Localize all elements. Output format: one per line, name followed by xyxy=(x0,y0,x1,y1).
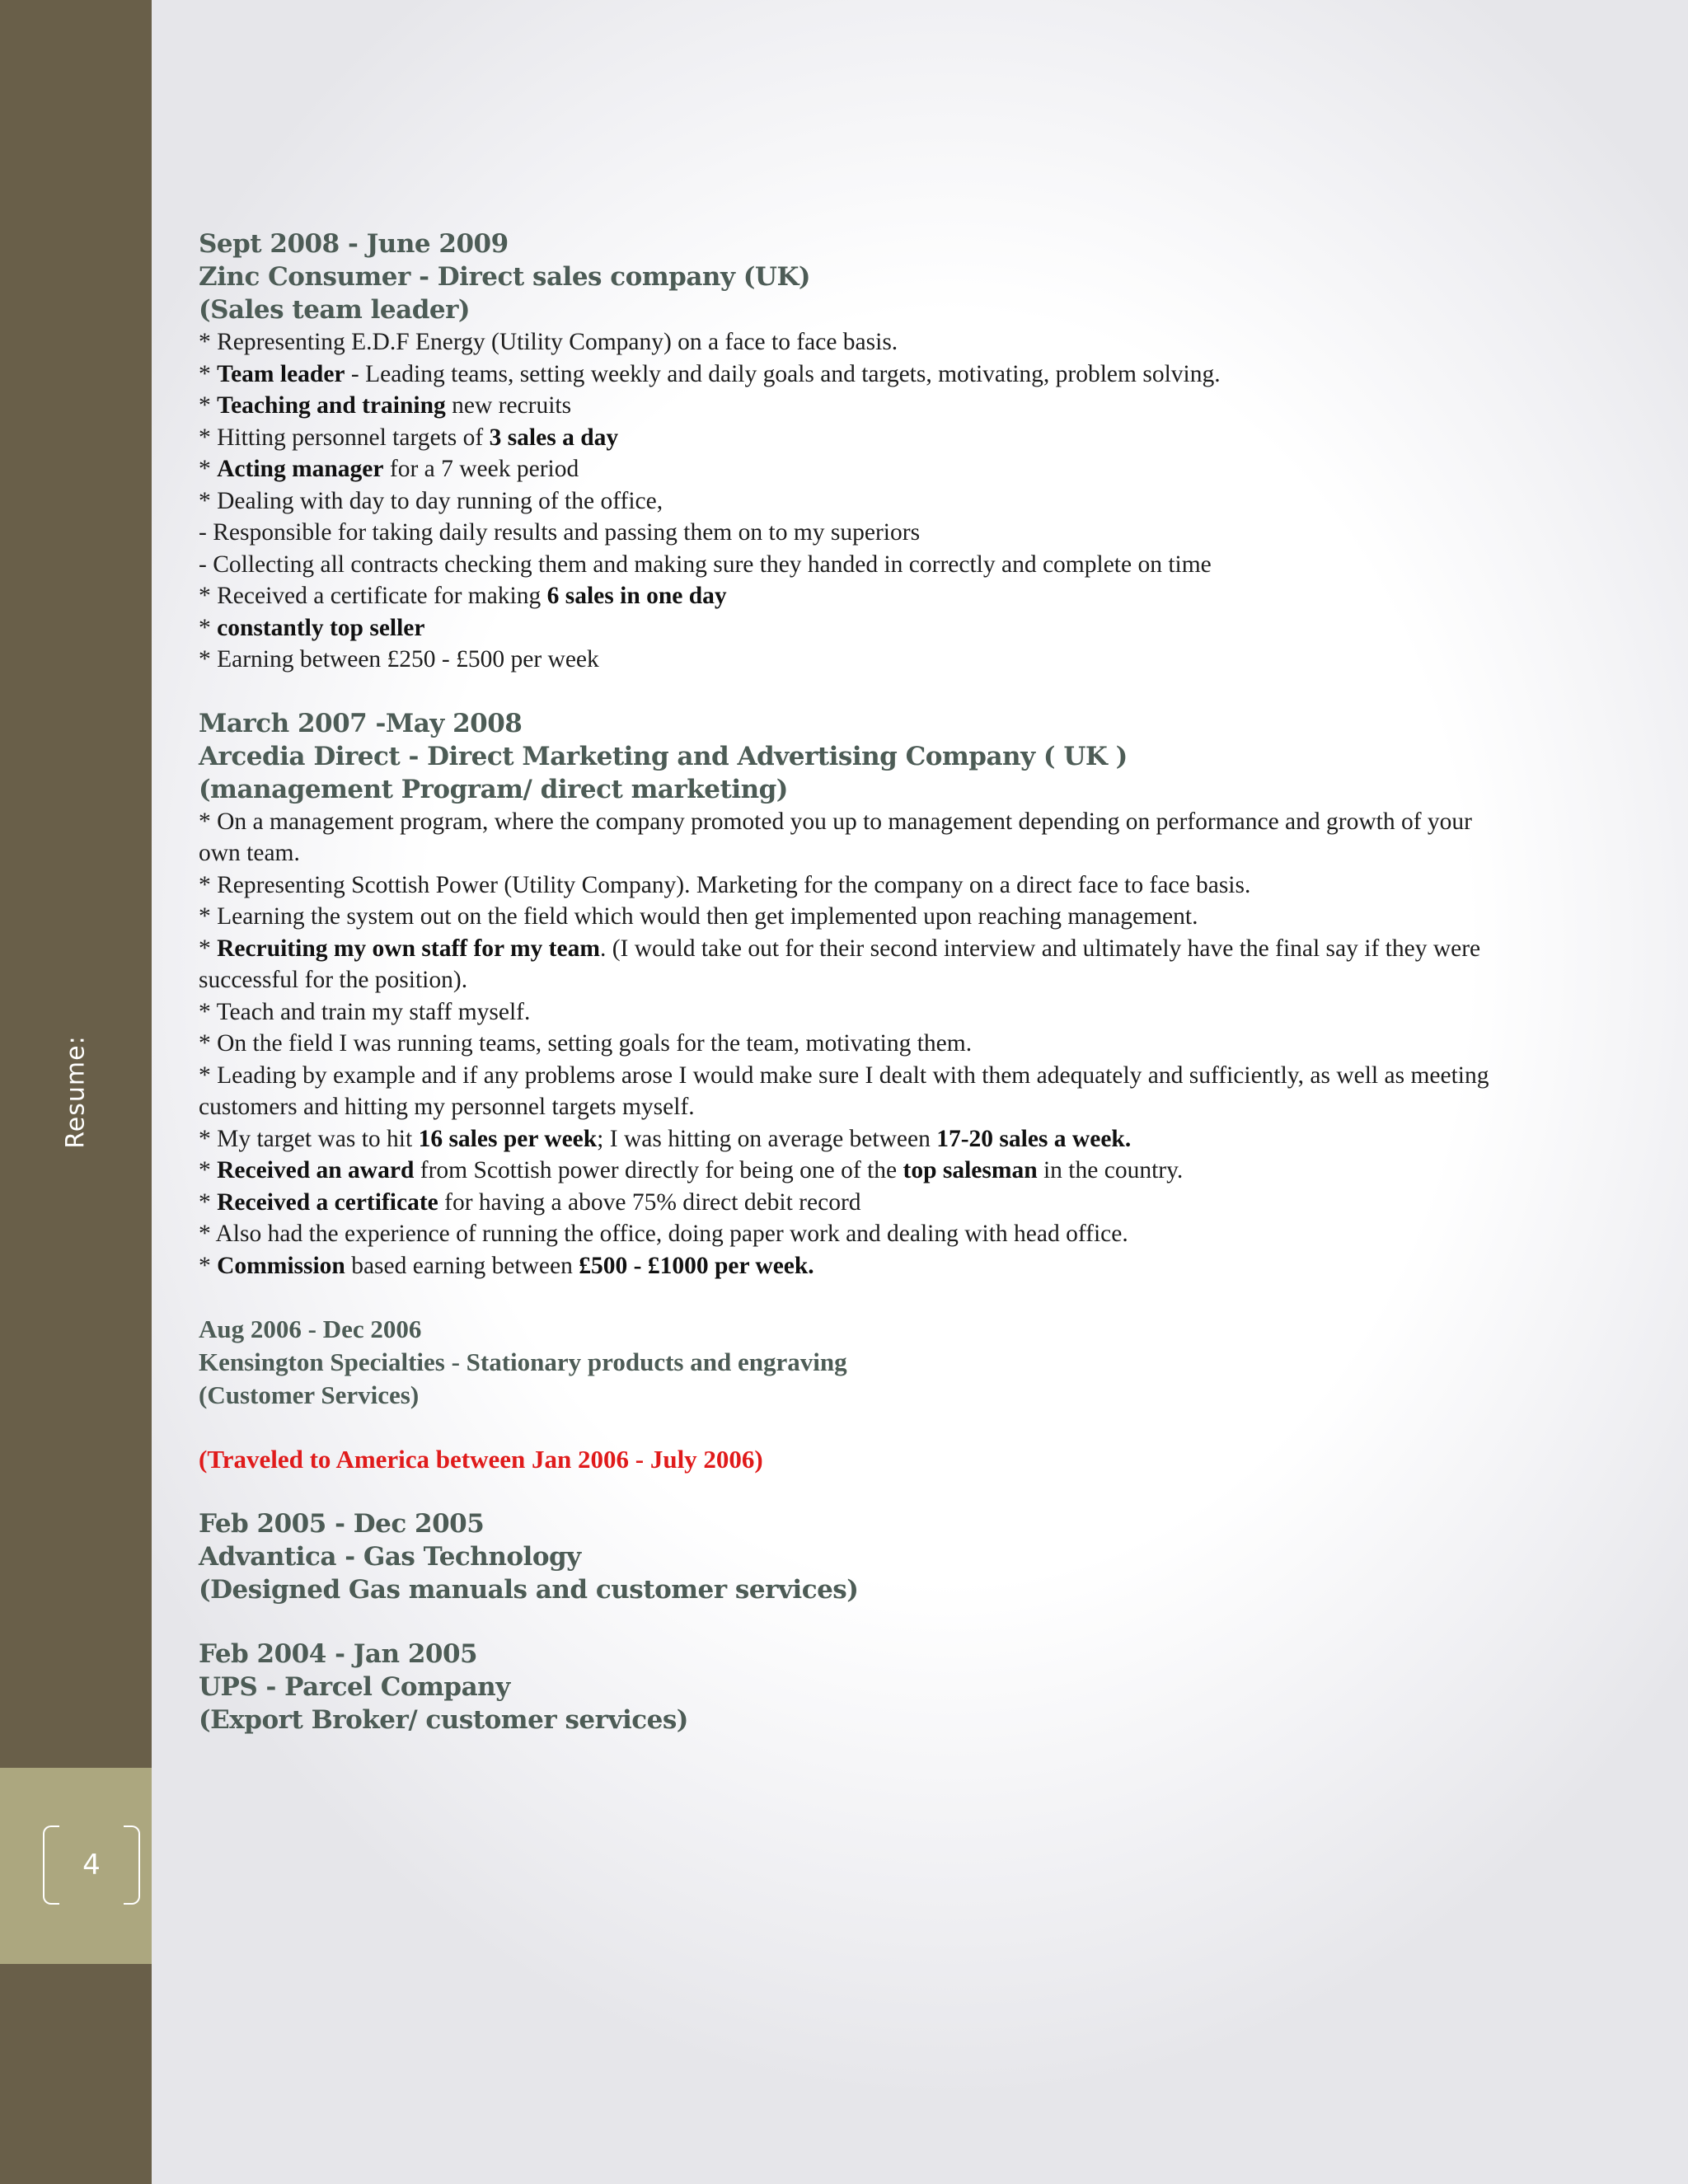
sidebar xyxy=(0,0,152,2184)
job-detail-line xyxy=(199,1123,1501,1155)
emphasis-text: Received an award xyxy=(217,1157,415,1183)
job-detail-line xyxy=(199,869,1501,902)
detail-text: - Leading teams, setting weekly and daily goals and targets, motivating, problem solving. xyxy=(345,360,1221,387)
job-dates: Feb 2005 - Dec 2005 xyxy=(199,1509,485,1539)
emphasis-text: Recruiting my own staff for my team xyxy=(217,935,600,962)
job-detail-line xyxy=(199,549,1501,581)
detail-text: ; I was hitting on average between xyxy=(597,1125,937,1152)
job-detail-line xyxy=(199,933,1501,996)
detail-text: * xyxy=(199,360,218,387)
job-role: (Customer Services) xyxy=(199,1380,420,1409)
job-detail-line xyxy=(199,644,1501,676)
detail-text: * Representing Scottish Power (Utility Company). Marketing for the company on a direct face to face basis. xyxy=(199,871,1251,898)
detail-text: * xyxy=(199,1157,218,1183)
detail-text: * Dealing with day to day running of the office, xyxy=(199,487,663,514)
page-number-block xyxy=(0,1768,152,1964)
job-detail-line xyxy=(199,1155,1501,1187)
detail-text: * Teach and train my staff myself. xyxy=(199,998,531,1025)
detail-text: - Responsible for taking daily results and passing them on to my superiors xyxy=(199,519,921,546)
job-detail-line xyxy=(199,996,1501,1029)
detail-text: * On the field I was running teams, setting goals for the team, motivating them. xyxy=(199,1030,973,1057)
job-detail-line xyxy=(199,1028,1501,1060)
job-dates: Feb 2004 - Jan 2005 xyxy=(199,1639,478,1669)
detail-text: * Received a certificate for making xyxy=(199,583,547,609)
detail-text: * Earning between £250 - £500 per week xyxy=(199,646,599,673)
detail-text: * xyxy=(199,614,218,641)
job-section xyxy=(199,1313,1501,1412)
emphasis-text: Team leader xyxy=(217,360,345,387)
job-detail-line xyxy=(199,453,1501,485)
detail-text: new recruits xyxy=(445,392,572,419)
job-company: Zinc Consumer - Direct sales company (UK) xyxy=(199,262,811,292)
detail-text: * Representing E.D.F Energy (Utility Company) on a face to face basis. xyxy=(199,329,898,355)
job-detail-line xyxy=(199,517,1501,549)
job-detail-line xyxy=(199,485,1501,518)
detail-text: * xyxy=(199,1252,218,1279)
emphasis-text: 6 sales in one day xyxy=(546,583,727,609)
detail-text: - Collecting all contracts checking them and making sure they handed in correctly and complete on time xyxy=(199,551,1212,578)
emphasis-text: Commission xyxy=(217,1252,345,1279)
detail-text: * Also had the experience of running the office, doing paper work and dealing with head office. xyxy=(199,1221,1128,1247)
job-company: Advantica - Gas Technology xyxy=(199,1542,581,1572)
sidebar-label: Resume: xyxy=(61,1035,91,1149)
detail-text: * xyxy=(199,935,218,962)
page-number: 4 xyxy=(82,1849,101,1882)
detail-text: . (I would take out for their second interview and ultimately have the final say if they were successful for the position). xyxy=(199,935,1481,993)
job-detail-line xyxy=(199,422,1501,454)
detail-text: * My target was to hit xyxy=(199,1125,419,1152)
job-company: Kensington Specialties - Stationary products and engraving xyxy=(199,1347,847,1376)
job-company: UPS - Parcel Company xyxy=(199,1672,510,1702)
job-detail-line xyxy=(199,580,1501,612)
job-dates: Aug 2006 - Dec 2006 xyxy=(199,1315,422,1343)
emphasis-text: 17-20 sales a week. xyxy=(936,1125,1132,1152)
job-detail-line xyxy=(199,390,1501,422)
emphasis-text: 3 sales a day xyxy=(489,424,619,451)
job-role: (management Program/ direct marketing) xyxy=(199,774,788,804)
job-dates: Sept 2008 - June 2009 xyxy=(199,229,509,259)
job-detail-line xyxy=(199,901,1501,933)
job-role: (Sales team leader) xyxy=(199,295,471,325)
job-section xyxy=(199,1638,1501,1736)
job-role: (Export Broker/ customer services) xyxy=(199,1705,688,1735)
job-dates: March 2007 -May 2008 xyxy=(199,708,523,738)
detail-text: * xyxy=(199,392,218,419)
emphasis-text: Acting manager xyxy=(217,456,384,482)
job-detail-line xyxy=(199,1187,1501,1219)
job-detail-line xyxy=(199,612,1501,644)
resume-content xyxy=(199,227,1501,1768)
detail-text: for having a above 75% direct debit record xyxy=(438,1188,861,1216)
detail-text: * Learning the system out on the field which would then get implemented upon reaching management. xyxy=(199,903,1198,930)
emphasis-text: Received a certificate xyxy=(217,1188,438,1216)
page-number-frame xyxy=(43,1825,140,1905)
job-detail-line xyxy=(199,359,1501,391)
job-section xyxy=(199,707,1501,1282)
detail-text: * Hitting personnel targets of xyxy=(199,424,490,451)
job-detail-line xyxy=(199,326,1501,359)
detail-text: based earning between xyxy=(345,1252,579,1279)
detail-text: * On a management program, where the company promoted you up to management depending on performance and growth of your own team. xyxy=(199,808,1472,866)
detail-text: * Leading by example and if any problems arose I would make sure I dealt with them adequately and sufficiently, as well as meeting customers and hitting my personnel targets myself. xyxy=(199,1062,1489,1120)
job-detail-line xyxy=(199,1250,1501,1282)
detail-text: from Scottish power directly for being one of the xyxy=(414,1157,903,1183)
emphasis-text: top salesman xyxy=(903,1157,1038,1183)
job-detail-line xyxy=(199,806,1501,869)
job-detail-line xyxy=(199,1218,1501,1250)
job-detail-line xyxy=(199,1060,1501,1123)
emphasis-text: constantly top seller xyxy=(217,614,425,641)
detail-text: * xyxy=(199,1188,218,1216)
job-role: (Designed Gas manuals and customer services) xyxy=(199,1575,859,1605)
emphasis-text: £500 - £1000 per week. xyxy=(579,1252,814,1279)
detail-text: for a 7 week period xyxy=(383,456,579,482)
job-company: Arcedia Direct - Direct Marketing and Advertising Company ( UK ) xyxy=(199,741,1128,771)
job-section xyxy=(199,227,1501,676)
job-section xyxy=(199,1507,1501,1606)
emphasis-text: Teaching and training xyxy=(217,392,446,419)
detail-text: in the country. xyxy=(1037,1157,1184,1183)
detail-text: * xyxy=(199,456,218,482)
travel-note: (Traveled to America between Jan 2006 - July 2006) xyxy=(199,1445,763,1474)
emphasis-text: 16 sales per week xyxy=(418,1125,598,1152)
